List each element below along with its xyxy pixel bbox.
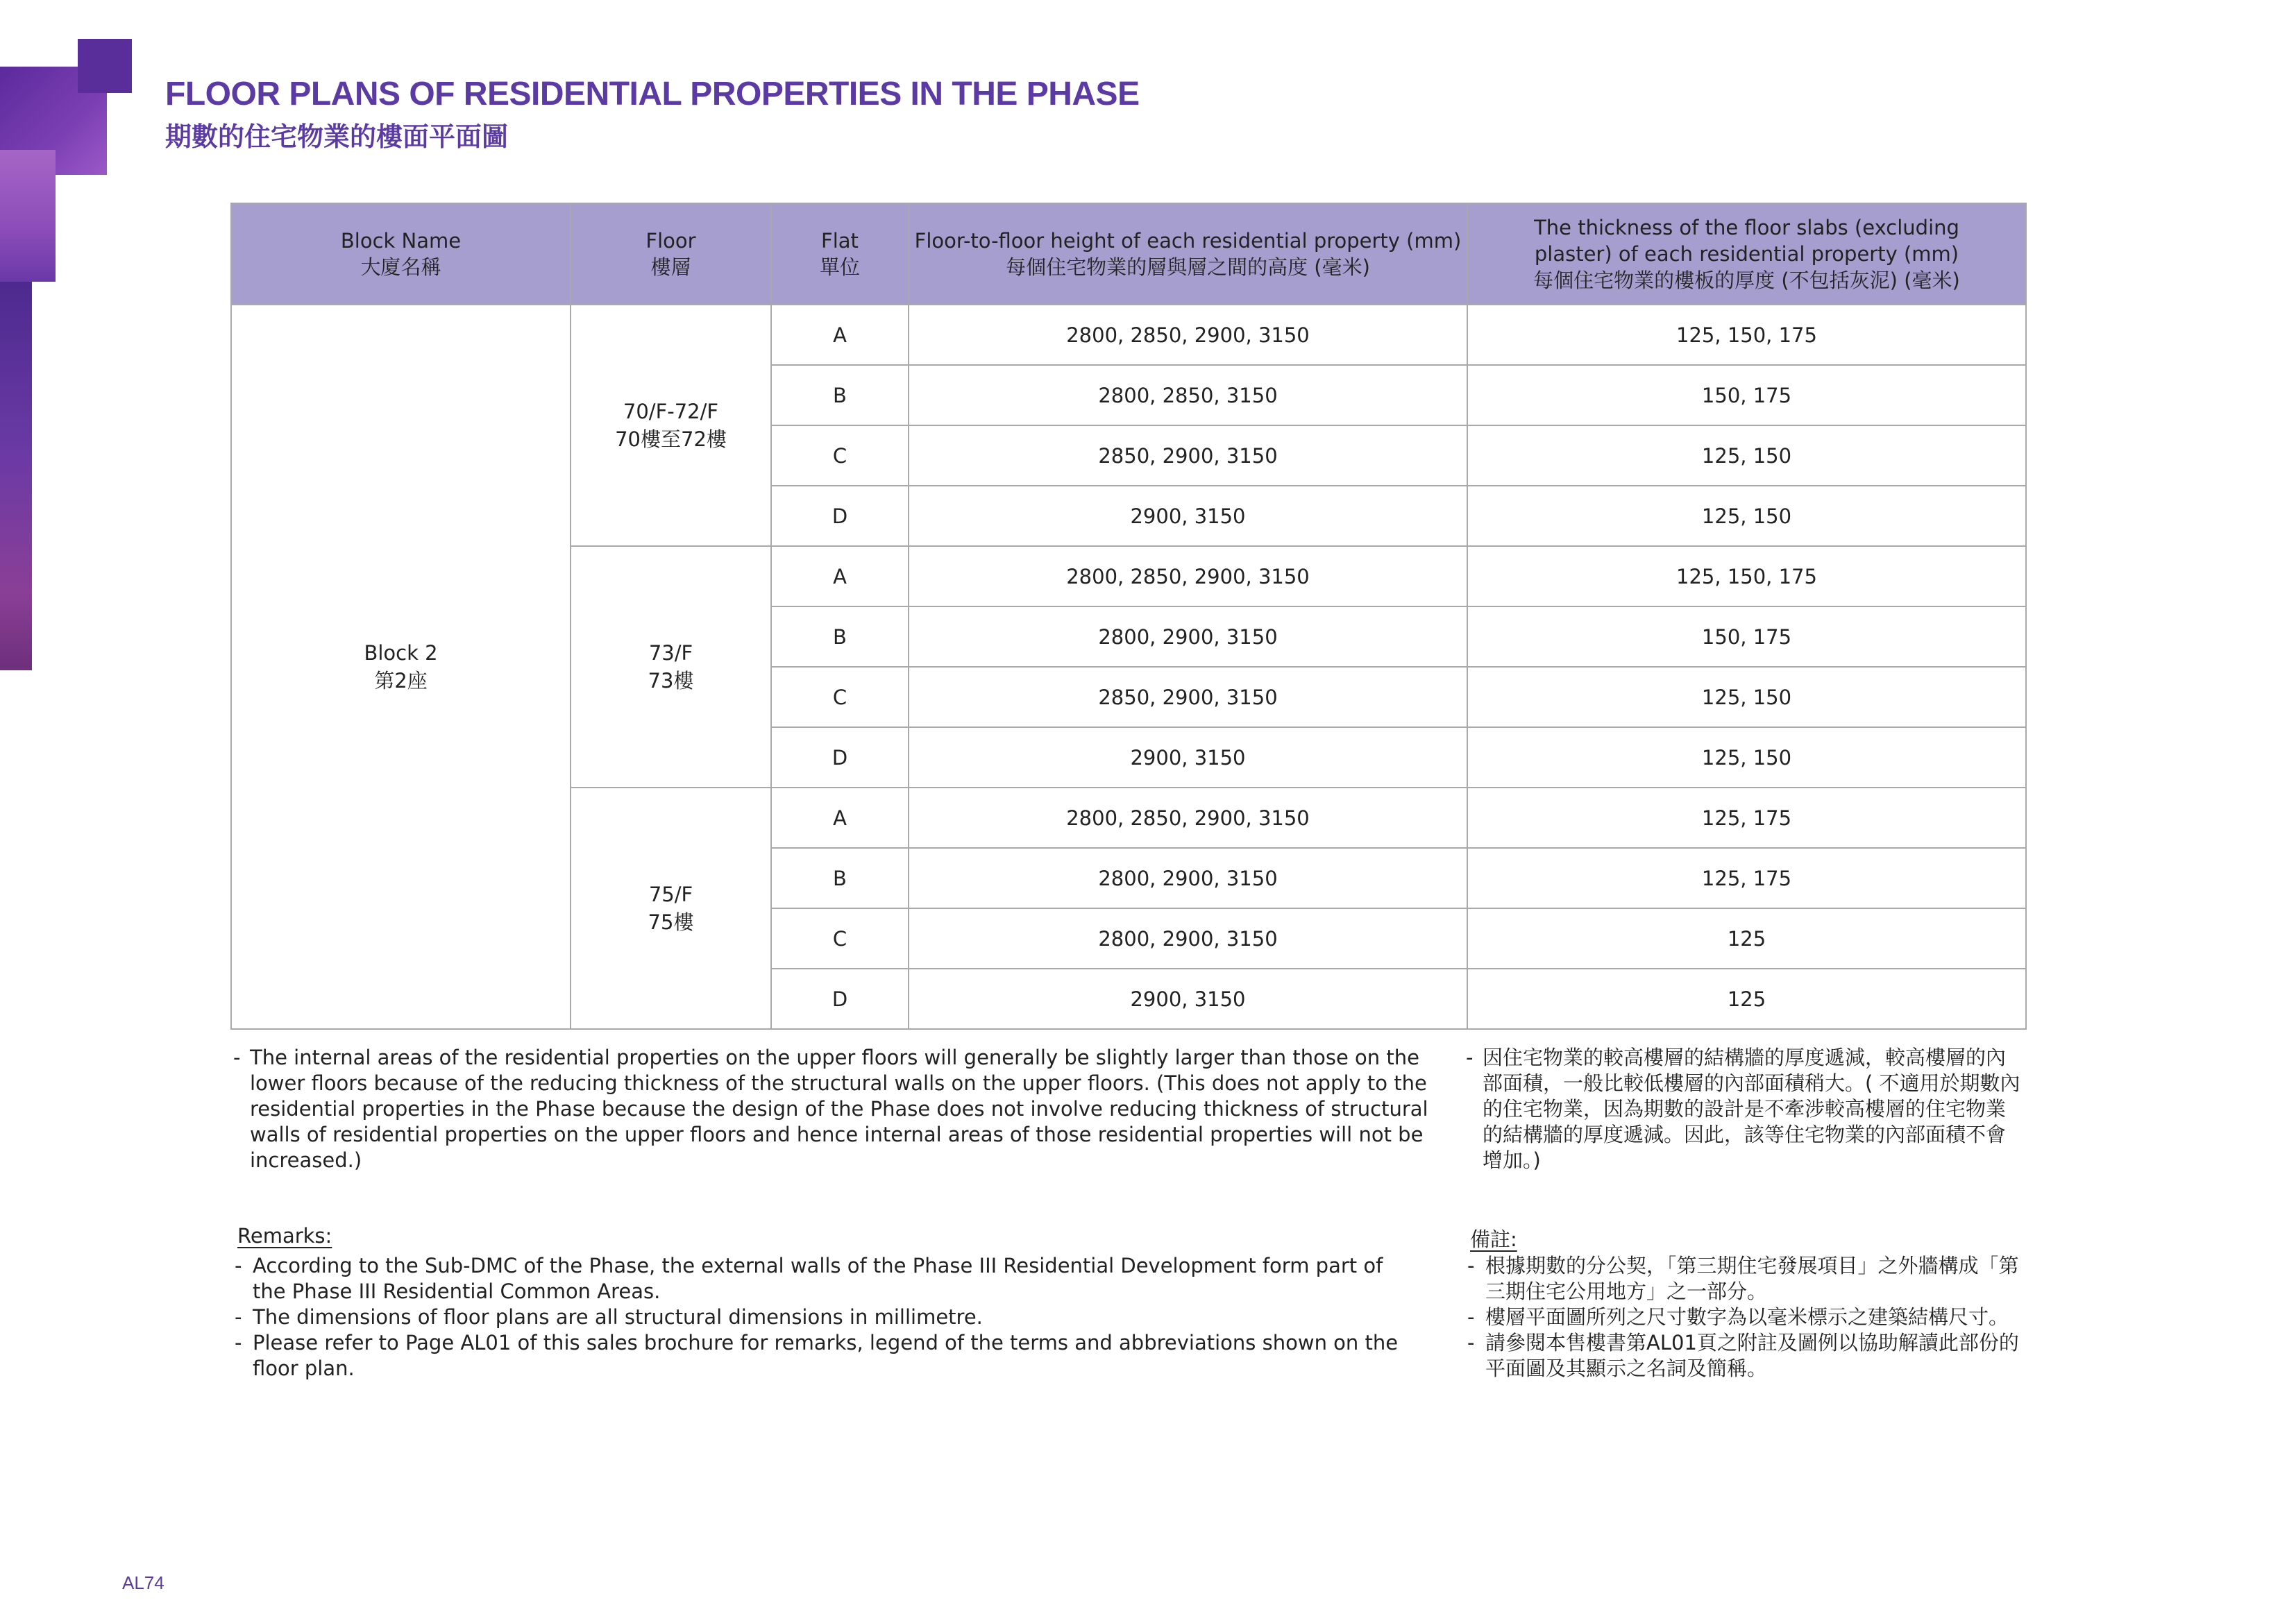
slab-cell: 125, 175: [1467, 848, 2026, 908]
slab-cell: 125: [1467, 908, 2026, 969]
flat-cell: B: [771, 365, 909, 425]
decorative-block-small: [78, 39, 132, 93]
remarks-list: [233, 1253, 1399, 1382]
slab-cell: 150, 175: [1467, 606, 2026, 667]
flat-cell: D: [771, 486, 909, 546]
height-cell: 2900, 3150: [909, 486, 1467, 546]
slab-cell: 125, 150: [1467, 727, 2026, 788]
slab-cell: 125, 150: [1467, 667, 2026, 727]
remark-item: - According to the Sub-DMC of the Phase, the external walls of the Phase III Residential Development form part of the Phase III Residential Common Areas.: [233, 1253, 1399, 1305]
height-cell: 2800, 2900, 3150: [909, 848, 1467, 908]
header-floor: Floor 樓層: [571, 203, 771, 305]
slab-cell: 125, 150: [1467, 486, 2026, 546]
flat-cell: C: [771, 908, 909, 969]
floor-cell: 75/F 75樓: [571, 788, 771, 1029]
table-header-row: [231, 203, 2026, 305]
slab-cell: 150, 175: [1467, 365, 2026, 425]
note-dash: -: [1466, 1046, 1474, 1069]
header-slab-thickness: The thickness of the floor slabs (excluding plaster) of each residential property (mm) 每個住宅物業的樓板的厚度 (不包括灰泥) (毫米): [1467, 203, 2026, 305]
block-name-cell: Block 2 第2座: [231, 305, 571, 1029]
slab-cell: 125, 150, 175: [1467, 546, 2026, 606]
page-title-chinese: 期數的住宅物業的樓面平面圖: [165, 121, 509, 152]
header-floor-height: Floor-to-floor height of each residential property (mm) 每個住宅物業的層與層之間的高度 (毫米): [909, 203, 1467, 305]
flat-cell: C: [771, 667, 909, 727]
height-cell: 2800, 2850, 3150: [909, 365, 1467, 425]
height-cell: 2850, 2900, 3150: [909, 425, 1467, 486]
height-cell: 2850, 2900, 3150: [909, 667, 1467, 727]
height-cell: 2800, 2850, 2900, 3150: [909, 546, 1467, 606]
flat-cell: A: [771, 305, 909, 365]
decorative-block-light: [0, 150, 56, 282]
internal-area-note: [233, 1045, 1455, 1173]
remarks-heading-chinese: 備註:: [1470, 1227, 1517, 1251]
height-cell: 2900, 3150: [909, 969, 1467, 1029]
flat-cell: A: [771, 788, 909, 848]
flat-cell: D: [771, 727, 909, 788]
floor-cell: 73/F 73樓: [571, 546, 771, 788]
header-flat: Flat 單位: [771, 203, 909, 305]
internal-area-note-chinese-text: 因住宅物業的較高樓層的結構牆的厚度遞減，較高樓層的內部面積，一般比較低樓層的內部面積稍大。( 不適用於期數內的住宅物業，因為期數的設計是不牽涉較高樓層的住宅物業的結構牆的厚度遞減。因此，該等住宅物業的內部面積不會增加。): [1483, 1046, 2020, 1172]
slab-cell: 125: [1467, 969, 2026, 1029]
remarks-list-chinese: [1466, 1253, 2035, 1382]
page-title: FLOOR PLANS OF RESIDENTIAL PROPERTIES IN THE PHASE: [165, 76, 1140, 112]
remark-item: - 根據期數的分公契，「第三期住宅發展項目」之外牆構成「第三期住宅公用地方」之一部分。: [1466, 1253, 2035, 1305]
floor-cell: 70/F-72/F 70樓至72樓: [571, 305, 771, 546]
height-cell: 2800, 2850, 2900, 3150: [909, 788, 1467, 848]
slab-cell: 125, 175: [1467, 788, 2026, 848]
flat-cell: D: [771, 969, 909, 1029]
remark-item: - 樓層平面圖所列之尺寸數字為以毫米標示之建築結構尺寸。: [1466, 1305, 2035, 1330]
slab-cell: 125, 150, 175: [1467, 305, 2026, 365]
internal-area-note-chinese: [1466, 1045, 2021, 1173]
remark-item: - 請參閱本售樓書第AL01頁之附註及圖例以協助解讀此部份的平面圖及其顯示之名詞及簡稱。: [1466, 1330, 2035, 1382]
slab-cell: 125, 150: [1467, 425, 2026, 486]
header-block-name: Block Name 大廈名稱: [231, 203, 571, 305]
height-cell: 2800, 2900, 3150: [909, 606, 1467, 667]
flat-cell: B: [771, 848, 909, 908]
height-cell: 2900, 3150: [909, 727, 1467, 788]
remarks-heading: Remarks:: [237, 1224, 332, 1248]
flat-cell: C: [771, 425, 909, 486]
height-cell: 2800, 2850, 2900, 3150: [909, 305, 1467, 365]
remark-item: - The dimensions of floor plans are all structural dimensions in millimetre.: [233, 1305, 1399, 1330]
table-row: [231, 305, 2026, 365]
floor-specification-table: [230, 203, 2027, 1030]
page-number: AL74: [122, 1572, 164, 1593]
decorative-stripe: [0, 282, 32, 670]
flat-cell: A: [771, 546, 909, 606]
height-cell: 2800, 2900, 3150: [909, 908, 1467, 969]
remark-item: - Please refer to Page AL01 of this sales brochure for remarks, legend of the terms and abbreviations shown on the floor plan.: [233, 1330, 1399, 1382]
internal-area-note-text: The internal areas of the residential properties on the upper floors will generally be slightly larger than those on the lower floors because of the reducing thickness of the structural walls on the upper floors. (This does not apply to the residential properties in the Phase because the design of the Phase does not involve reducing thickness of structural walls of residential properties on the upper floors and hence internal areas of those residential properties will not be increased.): [250, 1046, 1428, 1172]
flat-cell: B: [771, 606, 909, 667]
note-dash: -: [233, 1046, 241, 1069]
